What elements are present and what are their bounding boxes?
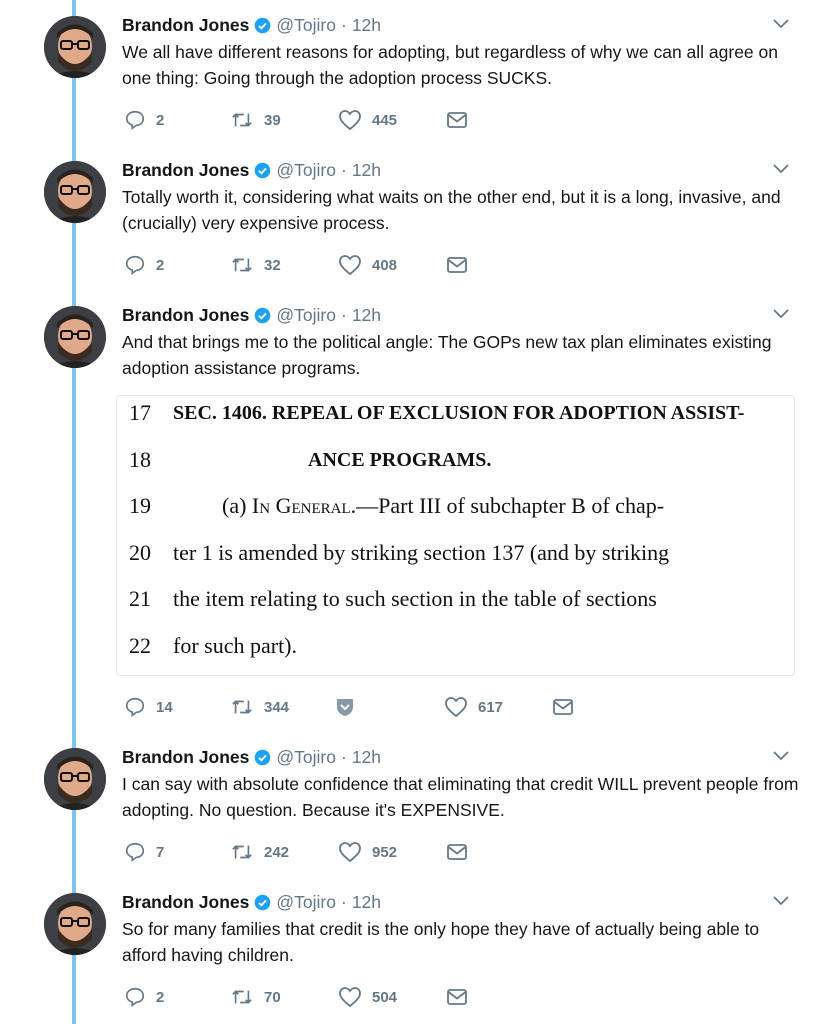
retweet-icon: [230, 841, 254, 863]
chevron-down-icon[interactable]: [772, 17, 790, 31]
envelope-icon: [446, 255, 468, 275]
retweet-button[interactable]: [230, 108, 281, 132]
avatar[interactable]: [44, 893, 106, 955]
document-line: [117, 586, 794, 626]
line-text: (a) In General.—Part III of subchapter B of chap-: [222, 493, 665, 518]
reply-icon: [124, 254, 146, 276]
avatar-photo-icon: [44, 306, 106, 368]
retweet-count: 242: [264, 843, 290, 861]
like-button[interactable]: [444, 695, 503, 719]
author-handle[interactable]: @Tojiro: [276, 746, 336, 767]
envelope-icon: [446, 110, 468, 130]
document-line: [117, 540, 794, 580]
like-button[interactable]: [338, 108, 397, 132]
document-line: [117, 447, 794, 487]
avatar[interactable]: [44, 161, 106, 223]
line-number: 18: [129, 447, 151, 472]
retweet-icon: [230, 254, 254, 276]
reply-icon: [124, 696, 146, 718]
retweet-button[interactable]: [230, 985, 281, 1009]
author-name[interactable]: Brandon Jones: [122, 159, 250, 180]
line-number: 17: [129, 400, 151, 425]
reply-count: 7: [156, 843, 165, 861]
document-line: [117, 633, 794, 673]
line-number: 21: [129, 586, 151, 611]
reply-count: 2: [156, 256, 165, 274]
chevron-down-icon[interactable]: [772, 894, 790, 908]
author-handle[interactable]: @Tojiro: [276, 159, 336, 180]
heart-icon: [338, 254, 362, 276]
line-text: SEC. 1406. REPEAL OF EXCLUSION FOR ADOPTION ASSIST-: [173, 402, 745, 424]
reply-button[interactable]: [124, 840, 164, 864]
tweet-text: I can say with absolute confidence that eliminating that credit WILL prevent people from adopting. No question. Because it's EXPENSIVE.: [122, 774, 799, 820]
reply-icon: [124, 986, 146, 1008]
retweet-button[interactable]: [230, 840, 289, 864]
tweet-text: So for many families that credit is the only hope they have of actually being able to afford having children.: [122, 919, 760, 965]
tweet-time[interactable]: 12h: [351, 891, 382, 912]
retweet-count: 70: [264, 988, 281, 1006]
line-text: ANCE PROGRAMS.: [308, 449, 492, 471]
heart-icon: [444, 696, 468, 718]
separator: ·: [340, 746, 347, 767]
tweet-text: And that brings me to the political angle: The GOPs new tax plan eliminates existing adoption assistance programs.: [122, 332, 772, 378]
heart-icon: [338, 841, 362, 863]
chevron-down-icon[interactable]: [772, 749, 790, 763]
tweet-header: [122, 158, 381, 182]
avatar[interactable]: [44, 16, 106, 78]
reply-count: 2: [156, 111, 165, 129]
thread-line: [72, 0, 76, 1024]
tweet-header: [122, 890, 381, 914]
shield-chevron-icon: [334, 696, 356, 718]
envelope-icon: [552, 697, 574, 717]
line-text: for such part).: [173, 633, 298, 658]
message-button[interactable]: [446, 840, 468, 864]
author-name[interactable]: Brandon Jones: [122, 891, 250, 912]
retweet-button[interactable]: [230, 253, 281, 277]
envelope-icon: [446, 987, 468, 1007]
document-line: [117, 493, 794, 533]
tweet-media-image[interactable]: [116, 395, 795, 676]
like-count: 504: [372, 988, 398, 1006]
separator: ·: [340, 891, 347, 912]
line-text: ter 1 is amended by striking section 137 (and by striking: [173, 540, 670, 565]
retweet-button[interactable]: [230, 695, 289, 719]
tweet-text: We all have different reasons for adopting, but regardless of why we can all agree on one thing: Going through the adoption process SUCKS.: [122, 42, 778, 88]
message-button[interactable]: [446, 985, 468, 1009]
reply-button[interactable]: [124, 695, 173, 719]
tweet-time[interactable]: 12h: [351, 746, 382, 767]
envelope-icon: [446, 842, 468, 862]
message-button[interactable]: [446, 108, 468, 132]
retweet-count: 39: [264, 111, 281, 129]
verified-icon: [254, 17, 271, 34]
like-count: 617: [478, 698, 504, 716]
tweet-header: [122, 13, 381, 37]
like-button[interactable]: [338, 840, 397, 864]
avatar-photo-icon: [44, 161, 106, 223]
like-count: 952: [372, 843, 398, 861]
reply-count: 2: [156, 988, 165, 1006]
retweet-icon: [230, 986, 254, 1008]
line-text: the item relating to such section in the table of sections: [173, 586, 657, 611]
reply-icon: [124, 841, 146, 863]
avatar-photo-icon: [44, 16, 106, 78]
tweet-time[interactable]: 12h: [351, 159, 382, 180]
tweet-header: [122, 303, 381, 327]
retweet-count: 344: [264, 698, 290, 716]
author-handle[interactable]: @Tojiro: [276, 891, 336, 912]
like-button[interactable]: [338, 253, 397, 277]
line-number: 20: [129, 540, 151, 565]
author-name[interactable]: Brandon Jones: [122, 304, 250, 325]
avatar-photo-icon: [44, 893, 106, 955]
tweet-time[interactable]: 12h: [351, 14, 382, 35]
avatar[interactable]: [44, 306, 106, 368]
document-line: [117, 400, 794, 440]
verified-icon: [254, 307, 271, 324]
heart-icon: [338, 109, 362, 131]
avatar[interactable]: [44, 748, 106, 810]
retweet-count: 32: [264, 256, 281, 274]
separator: ·: [340, 14, 347, 35]
avatar-photo-icon: [44, 748, 106, 810]
reply-count: 14: [156, 698, 173, 716]
line-number: 22: [129, 633, 151, 658]
tweet-header: [122, 745, 381, 769]
like-count: 408: [372, 256, 398, 274]
chevron-down-icon[interactable]: [772, 307, 790, 321]
separator: ·: [340, 159, 347, 180]
message-button[interactable]: [552, 695, 574, 719]
like-count: 445: [372, 111, 398, 129]
author-handle[interactable]: @Tojiro: [276, 304, 336, 325]
like-button[interactable]: [338, 985, 397, 1009]
author-handle[interactable]: @Tojiro: [276, 14, 336, 35]
tweet-text: Totally worth it, considering what waits on the other end, but it is a long, invasive, and (crucially) very expensive process.: [122, 187, 781, 233]
reply-button[interactable]: [124, 253, 164, 277]
author-name[interactable]: Brandon Jones: [122, 14, 250, 35]
retweet-icon: [230, 109, 254, 131]
retweet-icon: [230, 696, 254, 718]
chevron-down-icon[interactable]: [772, 162, 790, 176]
line-number: 19: [129, 493, 151, 518]
author-name[interactable]: Brandon Jones: [122, 746, 250, 767]
separator: ·: [340, 304, 347, 325]
reply-button[interactable]: [124, 985, 164, 1009]
verified-icon: [254, 749, 271, 766]
verified-icon: [254, 162, 271, 179]
reply-button[interactable]: [124, 108, 164, 132]
heart-icon: [338, 986, 362, 1008]
tweet-time[interactable]: 12h: [351, 304, 382, 325]
shield-button[interactable]: [334, 695, 356, 719]
message-button[interactable]: [446, 253, 468, 277]
reply-icon: [124, 109, 146, 131]
verified-icon: [254, 894, 271, 911]
